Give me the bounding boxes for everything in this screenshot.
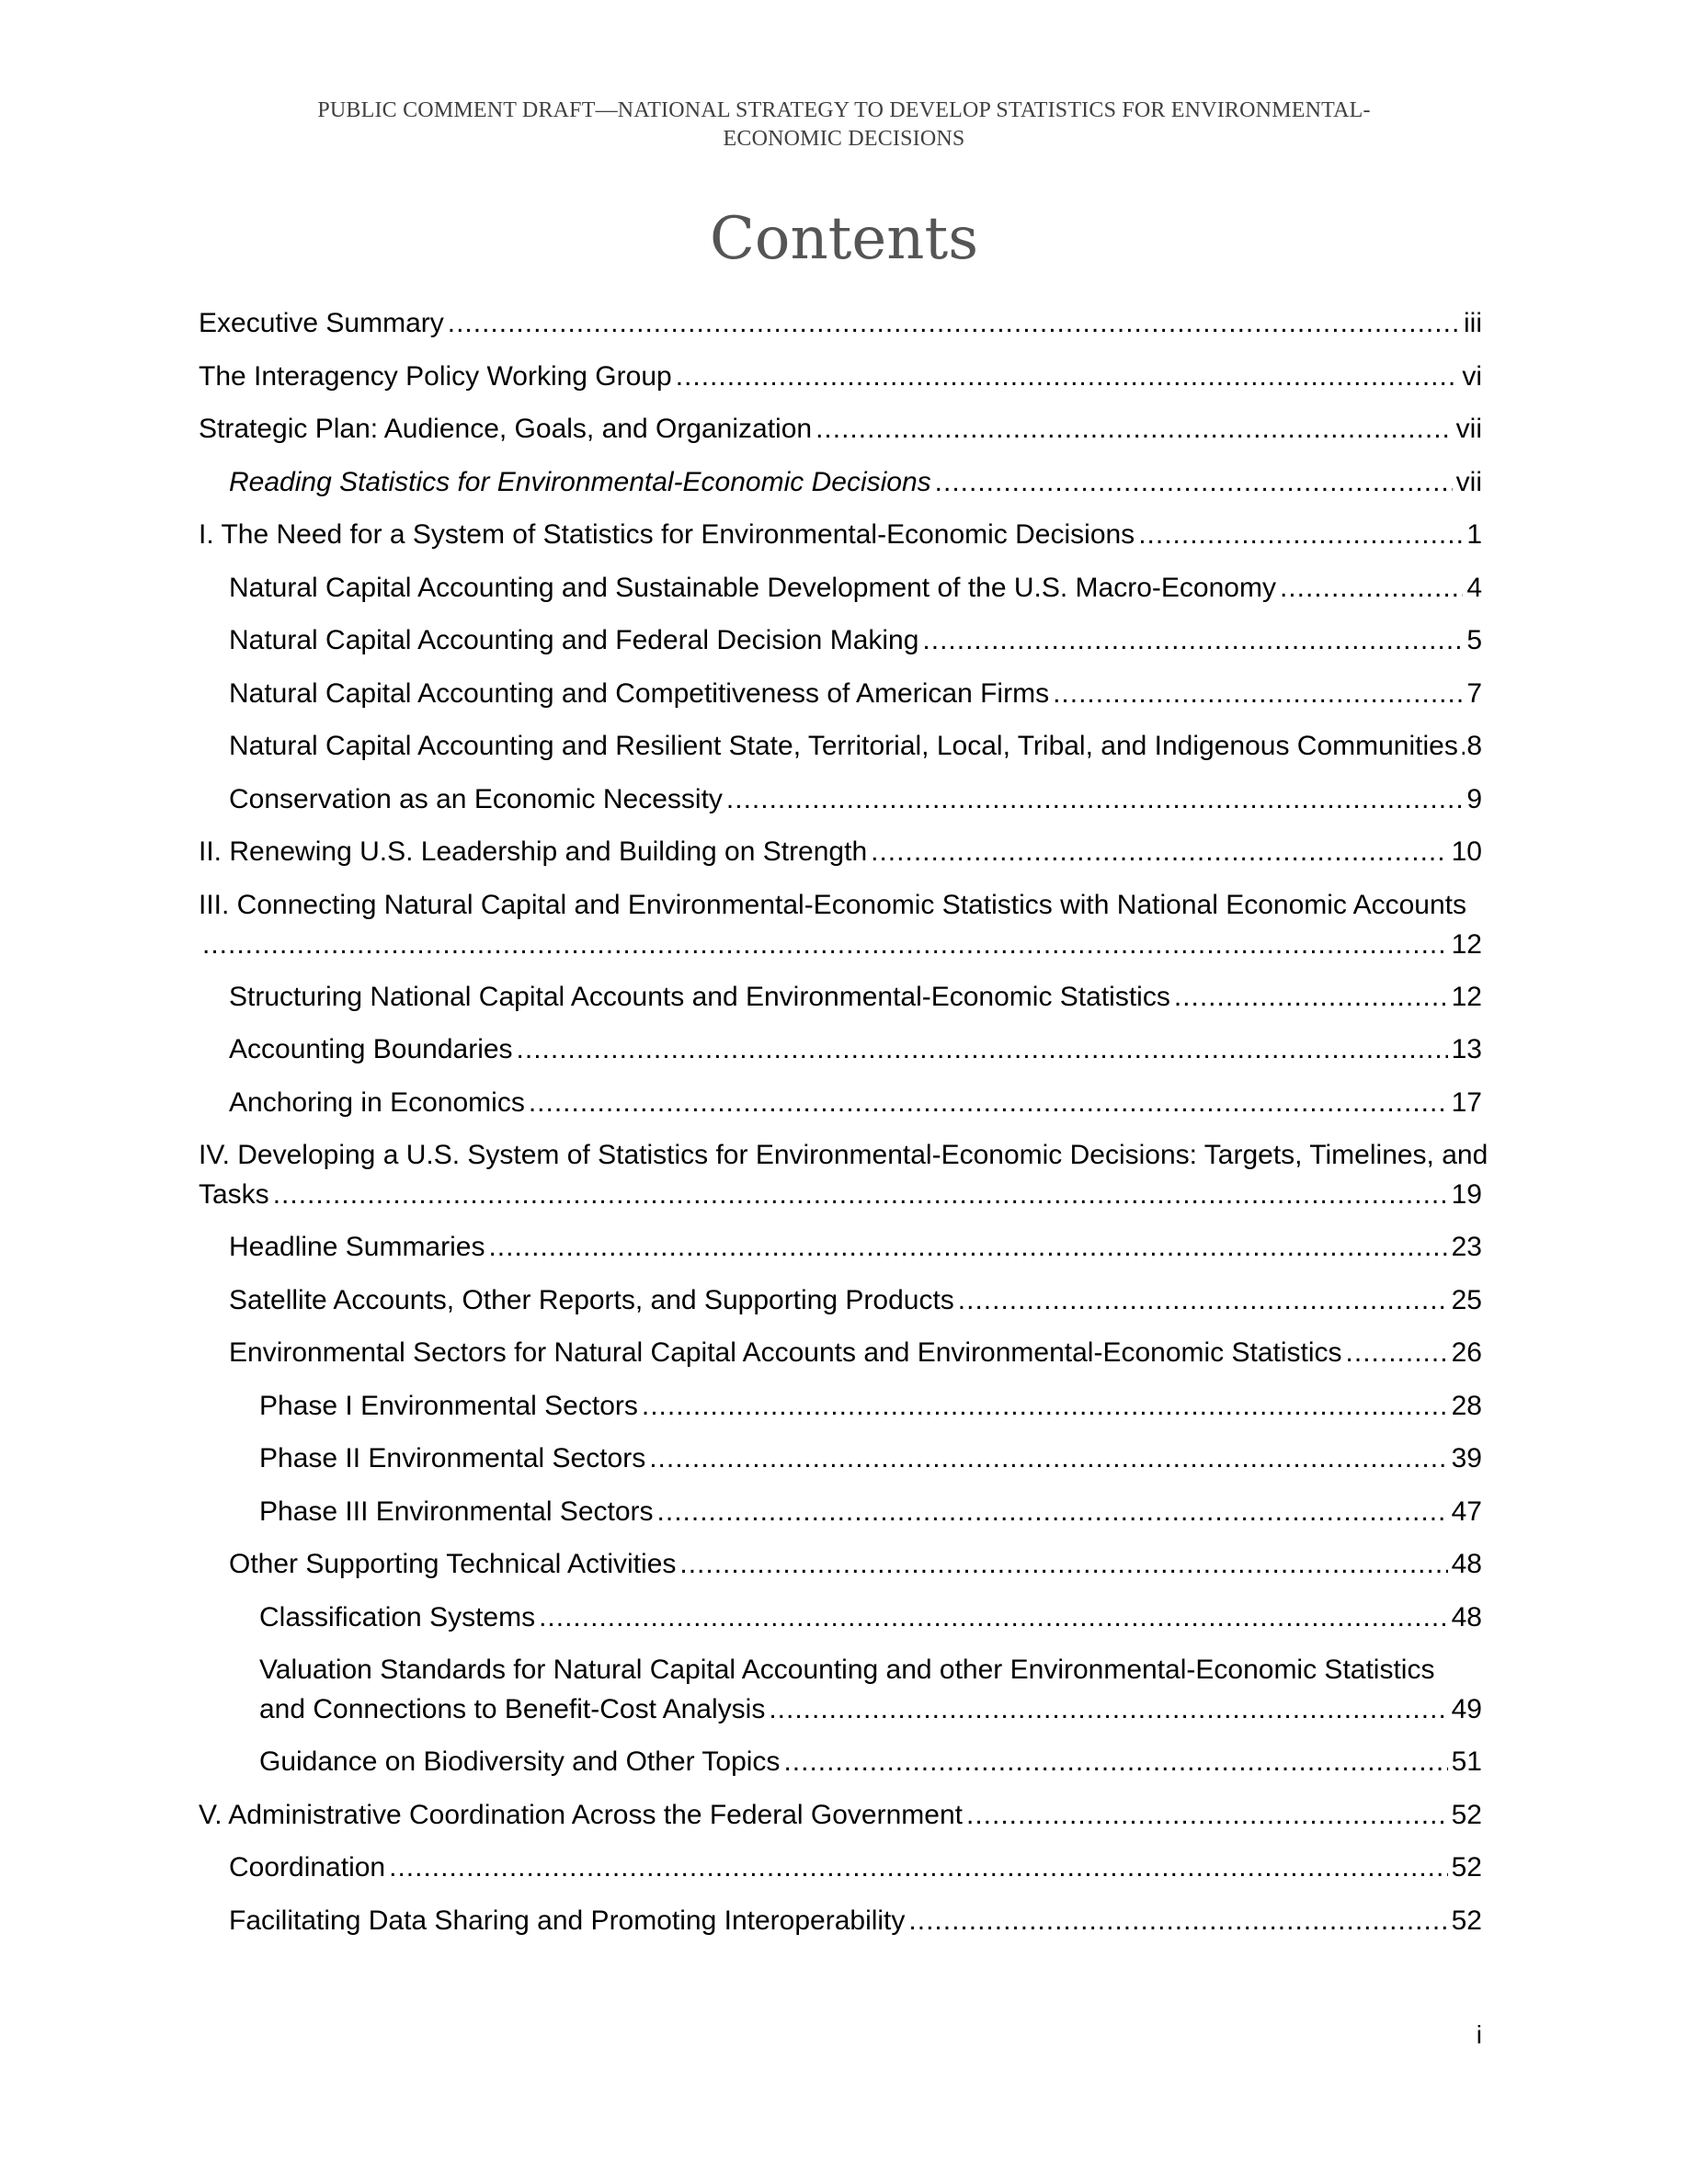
toc-entry-title: Satellite Accounts, Other Reports, and Supporting Products — [229, 1285, 954, 1315]
toc-entry-title: Accounting Boundaries — [229, 1034, 513, 1064]
toc-entry-page: 49 — [1451, 1694, 1482, 1724]
toc-entry-section-v[interactable] — [199, 1795, 1482, 1835]
toc-leader-dots — [676, 357, 1459, 396]
toc-entry-nca-competitiveness[interactable] — [229, 674, 1482, 713]
toc-entry-page: 25 — [1451, 1285, 1482, 1315]
toc-leader-dots — [1174, 977, 1448, 1017]
toc-leader-dots — [1280, 568, 1463, 608]
toc-entry-title: Coordination — [229, 1852, 386, 1883]
toc-entry-page: 10 — [1451, 836, 1482, 867]
toc-entry-nca-resilient-communities[interactable] — [229, 726, 1482, 766]
toc-leader-dots — [922, 620, 1463, 660]
running-header-line-1: PUBLIC COMMENT DRAFT—NATIONAL STRATEGY TO DEVELOP STATISTICS FOR ENVIRONMENTAL- — [317, 98, 1371, 122]
toc-entry-section-ii[interactable] — [199, 832, 1482, 871]
toc-entry-title: Natural Capital Accounting and Federal Decision Making — [229, 625, 919, 655]
toc-entry-structuring-accounts[interactable] — [229, 977, 1482, 1017]
toc-entry-phase-i[interactable] — [259, 1386, 1482, 1426]
toc-entry-conservation[interactable] — [229, 779, 1482, 819]
toc-entry-title: III. Connecting Natural Capital and Environmental-Economic Statistics with National Economic Accounts — [199, 890, 1466, 920]
toc-entry-page: 52 — [1451, 1800, 1482, 1830]
toc-entry-title-line-1: Valuation Standards for Natural Capital Accounting and other Environmental-Economic Statistics — [259, 1655, 1435, 1685]
toc-entry-title: The Interagency Policy Working Group — [199, 361, 672, 392]
toc-entry-anchoring-economics[interactable] — [229, 1083, 1482, 1122]
toc-leader-dots — [517, 1029, 1448, 1069]
toc-leader-dots — [908, 1901, 1447, 1940]
toc-entry-page: 7 — [1466, 678, 1482, 709]
toc-entry-page: 52 — [1451, 1852, 1482, 1883]
toc-entry-title: Reading Statistics for Environmental-Economic Decisions — [229, 467, 931, 497]
toc-entry-title: Natural Capital Accounting and Sustainable Development of the U.S. Macro-Economy — [229, 573, 1276, 603]
toc-leader-dots — [1346, 1333, 1448, 1372]
toc-entry-section-iv[interactable] — [199, 1135, 1488, 1214]
toc-leader-dots — [448, 303, 1460, 343]
toc-entry-page: 39 — [1451, 1443, 1482, 1473]
toc-entry-page: 13 — [1451, 1034, 1482, 1064]
toc-leader-dots — [649, 1439, 1447, 1478]
toc-entry-page: 48 — [1451, 1602, 1482, 1632]
toc-leader-dots — [539, 1598, 1448, 1637]
toc-leader-dots — [1460, 726, 1465, 766]
toc-entry-title: Guidance on Biodiversity and Other Topics — [259, 1746, 781, 1777]
toc-entry-title: Classification Systems — [259, 1602, 536, 1632]
toc-entry-title: Phase II Environmental Sectors — [259, 1443, 646, 1473]
toc-entry-page: vi — [1462, 361, 1482, 392]
toc-entry-title: V. Administrative Coordination Across the Federal Government — [199, 1800, 963, 1830]
toc-entry-title: Other Supporting Technical Activities — [229, 1549, 677, 1579]
toc-entry-classification-systems[interactable] — [259, 1598, 1482, 1637]
toc-entry-page: 12 — [1451, 929, 1482, 960]
toc-entry-satellite-accounts[interactable] — [229, 1280, 1482, 1320]
toc-entry-page: 52 — [1451, 1905, 1482, 1936]
toc-leader-dots — [1053, 674, 1463, 713]
toc-leader-dots — [769, 1689, 1447, 1729]
toc-entry-page: 12 — [1451, 982, 1482, 1012]
toc-entry-nca-federal-decision[interactable] — [229, 620, 1482, 660]
toc-leader-dots — [935, 462, 1453, 502]
toc-entry-data-sharing[interactable] — [229, 1901, 1482, 1940]
toc-entry-page: 5 — [1466, 625, 1482, 655]
toc-entry-page: vii — [1455, 467, 1482, 497]
toc-entry-phase-ii[interactable] — [259, 1439, 1482, 1478]
toc-entry-executive-summary[interactable] — [199, 303, 1482, 343]
toc-entry-section-i[interactable] — [199, 515, 1482, 554]
toc-entry-page: 8 — [1466, 731, 1482, 761]
toc-entry-title: Natural Capital Accounting and Competitiveness of American Firms — [229, 678, 1050, 709]
toc-entry-title: Facilitating Data Sharing and Promoting Interoperability — [229, 1905, 906, 1936]
page-title: Contents — [709, 205, 979, 273]
toc-leader-dots — [273, 1175, 1448, 1214]
toc-leader-dots — [966, 1795, 1448, 1835]
toc-leader-dots — [871, 832, 1447, 871]
toc-entry-title: Conservation as an Economic Necessity — [229, 784, 723, 814]
toc-entry-nca-sustainable-development[interactable] — [229, 568, 1482, 608]
toc-entry-page: 51 — [1451, 1746, 1482, 1777]
toc-entry-title-line-2: and Connections to Benefit-Cost Analysis — [259, 1694, 766, 1724]
toc-leader-dots — [726, 779, 1463, 819]
toc-entry-accounting-boundaries[interactable] — [229, 1029, 1482, 1069]
toc-entry-title: II. Renewing U.S. Leadership and Building on Strength — [199, 836, 868, 867]
toc-entry-valuation-standards[interactable] — [259, 1650, 1482, 1729]
toc-entry-page: 4 — [1466, 573, 1482, 603]
toc-entry-page: 1 — [1466, 519, 1482, 550]
toc-leader-dots — [1138, 515, 1463, 554]
toc-leader-dots — [679, 1544, 1447, 1584]
toc-leader-dots — [529, 1083, 1448, 1122]
toc-entry-title: Natural Capital Accounting and Resilient State, Territorial, Local, Tribal, and Indigenous Communities — [229, 731, 1458, 761]
toc-entry-title-line-1: IV. Developing a U.S. System of Statistics for Environmental-Economic Decisions: Targets, Timelines, and — [199, 1140, 1488, 1170]
toc-entry-working-group[interactable] — [199, 357, 1482, 396]
running-header-line-2: ECONOMIC DECISIONS — [723, 127, 965, 151]
toc-entry-page: 19 — [1451, 1179, 1482, 1210]
toc-entry-title: Anchoring in Economics — [229, 1087, 525, 1118]
toc-entry-phase-iii[interactable] — [259, 1492, 1482, 1531]
toc-entry-strategic-plan[interactable] — [199, 409, 1482, 449]
toc-entry-page: vii — [1455, 414, 1482, 444]
toc-entry-page: 47 — [1451, 1496, 1482, 1527]
toc-entry-coordination[interactable] — [229, 1848, 1482, 1887]
toc-entry-title: Strategic Plan: Audience, Goals, and Organization — [199, 414, 813, 444]
toc-entry-reading-statistics[interactable] — [229, 462, 1482, 502]
toc-leader-dots — [783, 1742, 1447, 1781]
toc-entry-title: Environmental Sectors for Natural Capital Accounts and Environmental-Economic Statistics — [229, 1337, 1342, 1368]
toc-leader-dots — [642, 1386, 1448, 1426]
toc-entry-page: 9 — [1466, 784, 1482, 814]
toc-leader-dots — [488, 1227, 1447, 1267]
page-number: i — [1476, 2020, 1482, 2049]
toc-leader-dots — [815, 409, 1453, 449]
toc-entry-title: I. The Need for a System of Statistics for Environmental-Economic Decisions — [199, 519, 1135, 550]
toc-entry-biodiversity-guidance[interactable] — [259, 1742, 1482, 1781]
toc-entry-title-line-2: Tasks — [199, 1179, 269, 1210]
toc-entry-supporting-activities[interactable] — [229, 1544, 1482, 1584]
toc-leader-dots — [958, 1280, 1448, 1320]
toc-entry-title: Phase I Environmental Sectors — [259, 1391, 638, 1421]
toc-entry-page: 28 — [1451, 1391, 1482, 1421]
toc-entry-page: 48 — [1451, 1549, 1482, 1579]
toc-entry-page: 23 — [1451, 1232, 1482, 1262]
toc-entry-section-iii[interactable] — [199, 885, 1482, 964]
toc-entry-title: Headline Summaries — [229, 1232, 485, 1262]
toc-entry-title: Executive Summary — [199, 308, 444, 338]
toc-entry-environmental-sectors[interactable] — [229, 1333, 1482, 1372]
toc-leader-dots — [657, 1492, 1448, 1531]
toc-leader-dots — [202, 925, 1448, 964]
toc-entry-page: 17 — [1451, 1087, 1482, 1118]
toc-entry-page: iii — [1464, 308, 1482, 338]
toc-leader-dots — [389, 1848, 1448, 1887]
toc-entry-title: Phase III Environmental Sectors — [259, 1496, 654, 1527]
toc-entry-title: Structuring National Capital Accounts and Environmental-Economic Statistics — [229, 982, 1170, 1012]
toc-entry-headline-summaries[interactable] — [229, 1227, 1482, 1267]
toc-entry-page: 26 — [1451, 1337, 1482, 1368]
